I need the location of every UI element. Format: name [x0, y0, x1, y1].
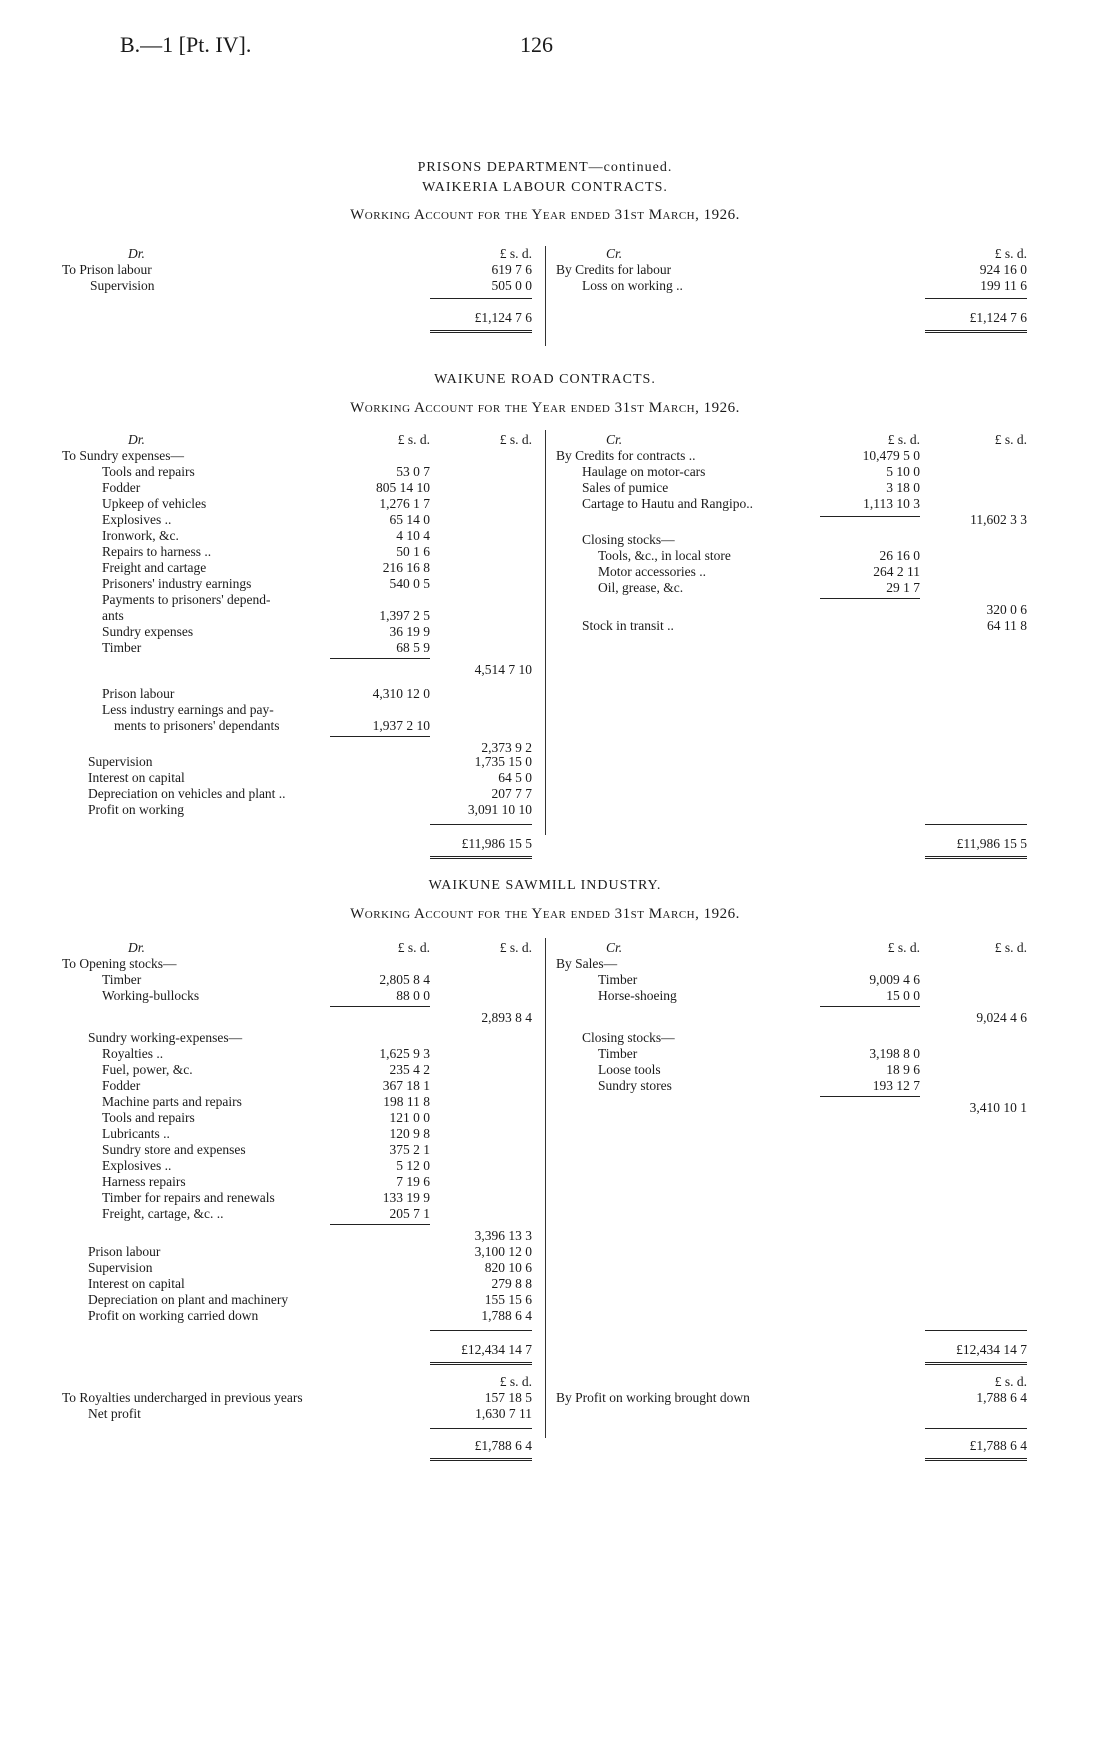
row-amount: 3,396 13 3 — [474, 1228, 532, 1243]
road-divider — [545, 430, 546, 835]
row-label: Sundry working-expenses— — [88, 1030, 243, 1045]
row-amount: 157 18 5 — [484, 1390, 532, 1405]
row-label: To Prison labour — [62, 262, 152, 277]
row-amount: 2,805 8 4 — [379, 972, 430, 987]
road-cr: Cr. — [606, 432, 623, 447]
row-label: Profit on working — [88, 802, 184, 817]
row-amount: 3 18 0 — [886, 480, 920, 495]
row-amount: 10,479 5 0 — [862, 448, 920, 463]
row-label: Fodder — [102, 480, 141, 495]
sawmill-right-cols1: £ s. d. — [887, 940, 920, 955]
waikeria-right-total: £1,124 7 6 — [969, 310, 1027, 325]
row-label: Oil, grease, &c. — [598, 580, 684, 595]
waikeria-left-total: £1,124 7 6 — [474, 310, 532, 325]
row-amount: 1,788 6 4 — [481, 1308, 532, 1323]
sawmill-right-cols2: £ s. d. — [994, 940, 1027, 955]
waikeria-dr: Dr. — [128, 246, 145, 261]
row-label: Prison labour — [88, 1244, 161, 1259]
road-left-cols2: £ s. d. — [499, 432, 532, 447]
row-amount: 120 9 8 — [389, 1126, 430, 1141]
row-amount: 264 2 11 — [873, 564, 920, 579]
row-label: Loose tools — [598, 1062, 661, 1077]
row-label: Horse-shoeing — [598, 988, 677, 1003]
row-amount: 1,788 6 4 — [976, 1390, 1027, 1405]
double-rule — [430, 330, 532, 333]
rule — [330, 736, 430, 737]
row-amount: 1,113 10 3 — [863, 496, 920, 511]
row-amount: 320 0 6 — [986, 602, 1027, 617]
row-amount: 5 10 0 — [886, 464, 920, 479]
row-amount: £12,434 14 7 — [461, 1342, 532, 1357]
row-amount: 1,937 2 10 — [372, 718, 430, 733]
row-amount: 7 19 6 — [396, 1174, 430, 1189]
section-title-prisons: PRISONS DEPARTMENT—continued. — [417, 160, 673, 175]
row-label: Supervision — [88, 1260, 153, 1275]
row-label: Interest on capital — [88, 770, 185, 785]
row-label: Loss on working .. — [582, 278, 683, 293]
rule — [820, 516, 920, 517]
double-rule — [430, 1362, 532, 1365]
row-amount: 68 5 9 — [396, 640, 430, 655]
row-amount: £11,986 15 5 — [956, 836, 1027, 851]
row-label: To Sundry expenses— — [62, 448, 185, 463]
row-label: Cartage to Hautu and Rangipo.. — [582, 496, 753, 511]
rule — [925, 1330, 1027, 1331]
row-amount: 5 12 0 — [396, 1158, 430, 1173]
row-label: Ironwork, &c. — [102, 528, 179, 543]
row-amount: 65 14 0 — [389, 512, 430, 527]
rule — [820, 1096, 920, 1097]
sawmill-left-cols2: £ s. d. — [499, 940, 532, 955]
row-label: Net profit — [88, 1406, 141, 1421]
row-label: Less industry earnings and pay- — [102, 702, 274, 717]
row-amount: 2,893 8 4 — [481, 1010, 532, 1025]
row-amount: 199 11 6 — [980, 278, 1027, 293]
double-rule — [925, 330, 1027, 333]
road-right-cols1: £ s. d. — [887, 432, 920, 447]
row-amount: 88 0 0 — [396, 988, 430, 1003]
row-amount: 198 11 8 — [383, 1094, 430, 1109]
row-label: Timber for repairs and renewals — [102, 1190, 275, 1205]
double-rule — [430, 856, 532, 859]
row-label: ments to prisoners' dependants — [114, 718, 280, 733]
row-amount: 64 11 8 — [987, 618, 1027, 633]
row-amount: £11,986 15 5 — [461, 836, 532, 851]
row-label: Closing stocks— — [582, 1030, 675, 1045]
row-label: Haulage on motor-cars — [582, 464, 706, 479]
row-label: Explosives .. — [102, 512, 172, 527]
row-amount: 11,602 3 3 — [970, 512, 1027, 527]
row-amount: 205 7 1 — [389, 1206, 430, 1221]
row-amount: £ s. d. — [994, 1374, 1027, 1389]
row-amount: 121 0 0 — [389, 1110, 430, 1125]
row-label: Machine parts and repairs — [102, 1094, 242, 1109]
row-amount: 1,397 2 5 — [379, 608, 430, 623]
row-amount: 207 7 7 — [491, 786, 532, 801]
row-amount: 4 10 4 — [396, 528, 430, 543]
row-label: Harness repairs — [102, 1174, 186, 1189]
waikeria-subtitle: Working Account for the Year ended 31st March, 1926. — [350, 207, 740, 223]
row-label: By Credits for labour — [556, 262, 672, 277]
row-amount: 2,373 9 2 — [481, 740, 532, 755]
row-amount: 26 16 0 — [879, 548, 920, 563]
waikeria-right-cols: £ s. d. — [994, 246, 1027, 261]
row-label: Timber — [598, 972, 638, 987]
waikeria-divider — [545, 246, 546, 346]
row-amount: 64 5 0 — [498, 770, 532, 785]
row-amount: 805 14 10 — [376, 480, 430, 495]
sawmill-left-cols1: £ s. d. — [397, 940, 430, 955]
row-amount: 3,198 8 0 — [869, 1046, 920, 1061]
row-label: Timber — [598, 1046, 638, 1061]
rule — [430, 1330, 532, 1331]
row-amount: 540 0 5 — [389, 576, 430, 591]
row-amount: 9,009 4 6 — [869, 972, 920, 987]
section-title-waikeria: WAIKERIA LABOUR CONTRACTS. — [422, 180, 668, 195]
row-label: Payments to prisoners' depend- — [102, 592, 271, 607]
road-right-cols2: £ s. d. — [994, 432, 1027, 447]
row-label: Working-bullocks — [102, 988, 200, 1003]
row-label: Motor accessories .. — [598, 564, 706, 579]
row-label: Tools and repairs — [102, 1110, 195, 1125]
row-label: ants — [102, 608, 124, 623]
road-left-cols1: £ s. d. — [397, 432, 430, 447]
row-label: Closing stocks— — [582, 532, 675, 547]
waikeria-left-cols: £ s. d. — [499, 246, 532, 261]
row-label: Depreciation on plant and machinery — [88, 1292, 289, 1307]
rule — [820, 598, 920, 599]
rule — [925, 824, 1027, 825]
rule — [820, 1006, 920, 1007]
row-label: Repairs to harness .. — [102, 544, 212, 559]
rule — [925, 1428, 1027, 1429]
rule — [430, 298, 532, 299]
page-number: 126 — [520, 32, 553, 57]
row-amount: 53 0 7 — [396, 464, 430, 479]
row-amount: 619 7 6 — [491, 262, 532, 277]
row-amount: 50 1 6 — [396, 544, 430, 559]
row-label: Tools and repairs — [102, 464, 195, 479]
row-label: Stock in transit .. — [582, 618, 674, 633]
row-label: Freight, cartage, &c. .. — [102, 1206, 224, 1221]
row-label: Supervision — [90, 278, 155, 293]
row-label: By Sales— — [556, 956, 618, 971]
row-label: Profit on working carried down — [88, 1308, 259, 1323]
row-label: To Royalties undercharged in previous years — [62, 1390, 303, 1405]
waikeria-cr: Cr. — [606, 246, 623, 261]
sawmill-subtitle: Working Account for the Year ended 31st March, 1926. — [350, 906, 740, 922]
row-amount: 4,514 7 10 — [474, 662, 532, 677]
rule — [430, 1428, 532, 1429]
row-label: Tools, &c., in local store — [598, 548, 731, 563]
row-amount: 216 16 8 — [382, 560, 430, 575]
row-amount: 820 10 6 — [484, 1260, 532, 1275]
row-label: Sundry store and expenses — [102, 1142, 246, 1157]
road-dr: Dr. — [128, 432, 145, 447]
row-amount: 924 16 0 — [979, 262, 1027, 277]
row-label: Prison labour — [102, 686, 175, 701]
row-label: Interest on capital — [88, 1276, 185, 1291]
row-amount: 1,630 7 11 — [475, 1406, 532, 1421]
double-rule — [430, 1458, 532, 1461]
row-amount: 367 18 1 — [382, 1078, 430, 1093]
row-label: Upkeep of vehicles — [102, 496, 207, 511]
row-amount: 29 1 7 — [886, 580, 920, 595]
row-amount: 3,091 10 10 — [467, 802, 532, 817]
row-amount: 155 15 6 — [484, 1292, 532, 1307]
row-amount: 36 19 9 — [389, 624, 430, 639]
row-label: Timber — [102, 640, 142, 655]
row-amount: 235 4 2 — [389, 1062, 430, 1077]
road-subtitle: Working Account for the Year ended 31st March, 1926. — [350, 400, 740, 416]
row-amount: 9,024 4 6 — [976, 1010, 1027, 1025]
row-label: Depreciation on vehicles and plant .. — [88, 786, 286, 801]
sawmill-dr: Dr. — [128, 940, 145, 955]
row-label: Royalties .. — [102, 1046, 164, 1061]
row-label: Sundry stores — [598, 1078, 672, 1093]
row-label: Timber — [102, 972, 142, 987]
row-amount: 4,310 12 0 — [372, 686, 430, 701]
sawmill-cr: Cr. — [606, 940, 623, 955]
row-label: Freight and cartage — [102, 560, 207, 575]
double-rule — [925, 1458, 1027, 1461]
rule — [330, 1006, 430, 1007]
row-amount: 505 0 0 — [491, 278, 532, 293]
row-amount: 15 0 0 — [886, 988, 920, 1003]
row-amount: £ s. d. — [499, 1374, 532, 1389]
row-label: Sundry expenses — [102, 624, 194, 639]
row-amount: 133 19 9 — [382, 1190, 430, 1205]
rule — [330, 658, 430, 659]
row-label: Explosives .. — [102, 1158, 172, 1173]
row-amount: 3,410 10 1 — [969, 1100, 1027, 1115]
rule — [330, 1224, 430, 1225]
rule — [925, 298, 1027, 299]
row-amount: £1,788 6 4 — [969, 1438, 1027, 1453]
double-rule — [925, 856, 1027, 859]
section-title-road: WAIKUNE ROAD CONTRACTS. — [434, 372, 656, 387]
row-amount: 18 9 6 — [886, 1062, 920, 1077]
sawmill-divider — [545, 938, 546, 1438]
row-label: Sales of pumice — [582, 480, 669, 495]
double-rule — [925, 1362, 1027, 1365]
page-header-ref: B.—1 [Pt. IV]. — [120, 32, 252, 57]
row-label: By Credits for contracts .. — [556, 448, 696, 463]
row-label: Fuel, power, &c. — [102, 1062, 193, 1077]
row-amount: 1,735 15 0 — [474, 754, 532, 769]
row-amount: £12,434 14 7 — [956, 1342, 1027, 1357]
rule — [430, 824, 532, 825]
row-label: To Opening stocks— — [62, 956, 177, 971]
row-label: Prisoners' industry earnings — [102, 576, 252, 591]
row-amount: 1,625 9 3 — [379, 1046, 430, 1061]
row-amount: 1,276 1 7 — [379, 496, 430, 511]
row-amount: £1,788 6 4 — [474, 1438, 532, 1453]
row-label: Lubricants .. — [102, 1126, 170, 1141]
row-amount: 193 12 7 — [872, 1078, 920, 1093]
row-label: Supervision — [88, 754, 153, 769]
row-label: By Profit on working brought down — [556, 1390, 750, 1405]
section-title-sawmill: WAIKUNE SAWMILL INDUSTRY. — [428, 878, 662, 893]
row-label: Fodder — [102, 1078, 141, 1093]
row-amount: 375 2 1 — [389, 1142, 430, 1157]
row-amount: 279 8 8 — [491, 1276, 532, 1291]
row-amount: 3,100 12 0 — [474, 1244, 532, 1259]
